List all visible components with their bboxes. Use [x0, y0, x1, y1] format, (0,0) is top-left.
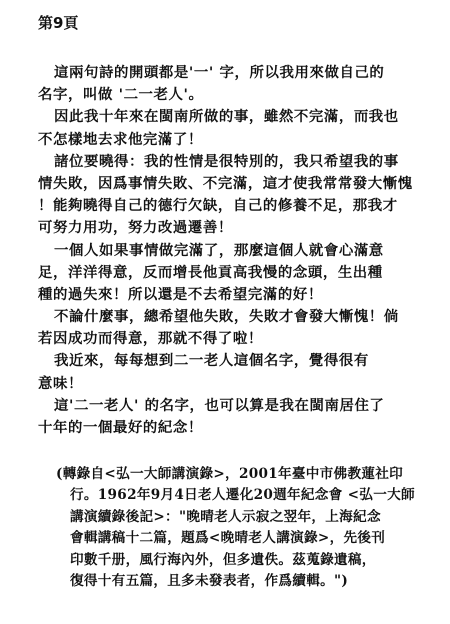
body-line: 這兩句詩的開頭都是'一' 字，所以我用來做自己的 — [54, 64, 385, 81]
body-line: 因此我十年來在閩南所做的事，雖然不完滿，而我也 — [54, 108, 399, 126]
body-text — [38, 62, 420, 439]
body-line: 意味！ — [38, 374, 83, 392]
body-line: 諸位要曉得：我的性情是很特別的，我只希望我的事 — [54, 152, 399, 170]
body-line: 不怎樣地去求他完滿了！ — [38, 130, 203, 148]
page-number: 第9頁 — [38, 14, 79, 32]
body-line: 這'二一老人' 的名字，也可以算是我在閩南居住了 — [54, 396, 385, 414]
note-line: 行。1962年9月4日老人遷化20週年紀念會 <弘一大師 — [70, 487, 415, 504]
note-line: 印數千册，風行海內外，但多遺佚。茲蒐錄遺稿， — [70, 551, 376, 568]
body-line: 足，洋洋得意，反而增長他貢高我慢的念頭，生出種 — [38, 263, 383, 281]
source-note — [56, 464, 426, 592]
body-line: 情失敗，因爲事情失敗、不完滿，這才使我常常發大慚愧 — [38, 174, 413, 192]
body-line: 若因成功而得意，那就不得了啦！ — [38, 330, 263, 348]
note-line: (轉錄自<弘一大師講演錄>，2001年臺中市佛教蓮社印 — [56, 466, 404, 482]
body-line: 可努力用功，努力改過遷善！ — [38, 219, 233, 237]
body-line: 不論什麼事，總希望他失敗，失敗才會發大慚愧！倘 — [54, 308, 399, 326]
body-line: 種的過失來！所以還是不去希望完滿的好！ — [38, 285, 323, 303]
note-line: 講演續錄後記>："晚晴老人示寂之翌年，上海紀念 — [70, 508, 381, 525]
note-line: 復得十有五篇，且多未發表者，作爲續輯。") — [70, 572, 349, 589]
body-line: 名字，叫做 '二一老人'。 — [38, 86, 204, 104]
note-line: 會輯講稿十二篇，題爲<晚晴老人講演錄>，先後刊 — [70, 530, 386, 547]
body-line: ！能夠曉得自己的德行欠缺，自己的修養不足，那我才 — [38, 197, 398, 215]
body-line: 一個人如果事情做完滿了，那麼這個人就會心滿意 — [54, 241, 384, 259]
body-line: 我近來，每每想到二一老人這個名字，覺得很有 — [54, 352, 369, 370]
body-line: 十年的一個最好的紀念！ — [38, 419, 203, 436]
